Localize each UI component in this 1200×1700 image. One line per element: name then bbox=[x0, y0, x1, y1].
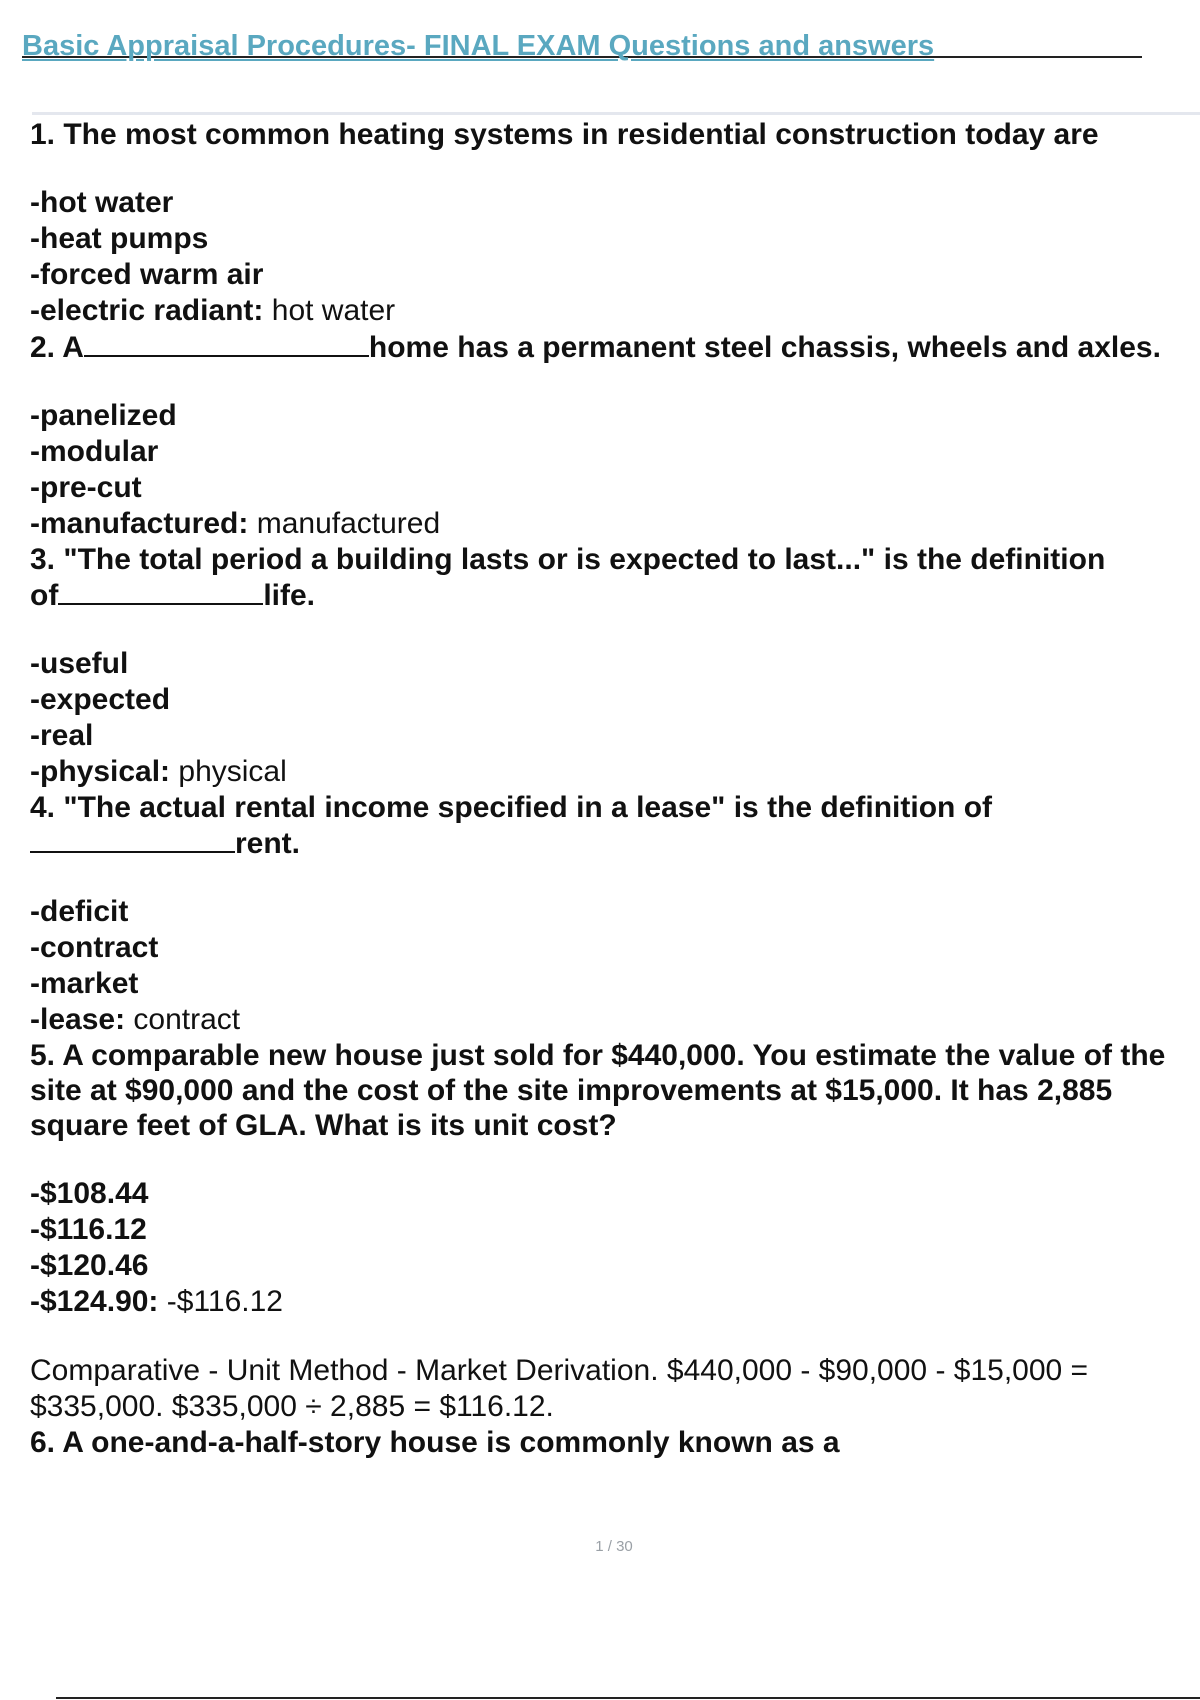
document-title-link[interactable]: Basic Appraisal Procedures- FINAL EXAM Questions and answers bbox=[22, 30, 935, 62]
q5-option-4-label: -$124.90: bbox=[30, 1285, 159, 1318]
question-3-line-1: 3. "The total period a building lasts or is expected to last..." is the definition bbox=[30, 543, 1106, 576]
q3-option-4-label: -physical: bbox=[30, 755, 171, 788]
q5-answer: -$116.12 bbox=[166, 1285, 283, 1318]
q1-option-2: -heat pumps bbox=[30, 222, 209, 255]
q5-explanation: Comparative - Unit Method - Market Derivation. $440,000 - $90,000 - $15,000 = $335,000. $335,000 ÷ 2,885 = $116.12. bbox=[30, 1354, 1089, 1423]
page-number: 1 / 30 bbox=[595, 1538, 633, 1555]
q5-option-3: -$120.46 bbox=[30, 1249, 149, 1282]
q2-text-after: home has a permanent steel chassis, wheels and axles. bbox=[368, 331, 1161, 364]
q2-option-1: -panelized bbox=[30, 399, 177, 432]
q5-option-2: -$116.12 bbox=[30, 1213, 147, 1246]
q2-option-4 bbox=[30, 506, 1200, 542]
q2-option-3: -pre-cut bbox=[30, 471, 142, 504]
question-4-line-2 bbox=[30, 825, 1200, 861]
question-5: 5. A comparable new house just sold for $440,000. You estimate the value of the site at $90,000 and the cost of the site improvements at $15,000. It has 2,885 square feet of GLA. What is its unit cost? bbox=[30, 1039, 1166, 1142]
question-1: 1. The most common heating systems in residential construction today are bbox=[30, 118, 1099, 151]
q1-option-3: -forced warm air bbox=[30, 258, 264, 291]
question-4-line-1: 4. "The actual rental income specified in a lease" is the definition of bbox=[30, 791, 993, 824]
q3-blank bbox=[58, 577, 263, 605]
q3-text-after: life. bbox=[263, 579, 316, 612]
q4-blank bbox=[30, 825, 235, 853]
q4-option-2: -contract bbox=[30, 931, 159, 964]
q1-option-1: -hot water bbox=[30, 186, 174, 219]
q2-option-4-label: -manufactured: bbox=[30, 507, 249, 540]
q4-option-4 bbox=[30, 1002, 1200, 1038]
q2-text-before: 2. A bbox=[30, 331, 84, 364]
q5-option-1: -$108.44 bbox=[30, 1177, 149, 1210]
question-3-line-2 bbox=[30, 577, 1200, 613]
q1-option-4 bbox=[30, 293, 1200, 329]
q4-answer: contract bbox=[133, 1003, 241, 1036]
q3-option-2: -expected bbox=[30, 683, 171, 716]
q4-text-after: rent. bbox=[235, 827, 301, 860]
q3-text-before: of bbox=[30, 579, 59, 612]
q2-option-2: -modular bbox=[30, 435, 159, 468]
q4-option-4-label: -lease: bbox=[30, 1003, 126, 1036]
q3-option-3: -real bbox=[30, 719, 94, 752]
q4-option-3: -market bbox=[30, 967, 139, 1000]
q4-option-1: -deficit bbox=[30, 895, 129, 928]
header-divider bbox=[32, 112, 1200, 115]
question-6: 6. A one-and-a-half-story house is commonly known as a bbox=[30, 1426, 840, 1459]
q5-option-4 bbox=[30, 1284, 1200, 1320]
q2-blank bbox=[84, 329, 369, 357]
q3-option-1: -useful bbox=[30, 647, 129, 680]
q1-answer: hot water bbox=[271, 294, 396, 327]
q2-answer: manufactured bbox=[256, 507, 441, 540]
header bbox=[22, 30, 1142, 74]
q1-option-4-label: -electric radiant: bbox=[30, 294, 264, 327]
q3-option-4 bbox=[30, 754, 1200, 790]
footer-rule bbox=[56, 1697, 1200, 1699]
question-list bbox=[30, 117, 1200, 1460]
question-2 bbox=[30, 329, 1200, 365]
q3-answer: physical bbox=[178, 755, 287, 788]
